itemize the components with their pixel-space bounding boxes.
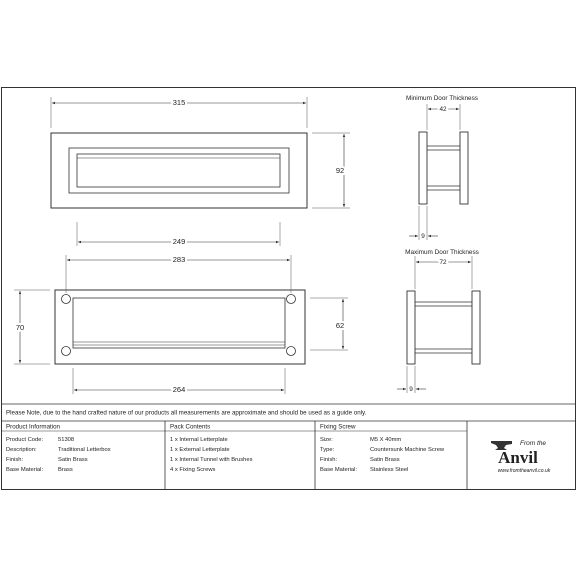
dim-283-label: 283 (172, 255, 186, 264)
side-view-maximum (407, 291, 480, 364)
fixing-screw-heading: Fixing Screw (320, 423, 356, 431)
fixing-screw-value: Satin Brass (370, 457, 400, 463)
from-the-anvil-logo (491, 440, 551, 474)
pack-contents-heading: Pack Contents (170, 423, 211, 431)
fixing-screw-label: Size: (320, 437, 333, 443)
dim-315-label: 315 (172, 98, 186, 107)
dim-inner-overall-height (14, 290, 50, 364)
dim-overall-width (51, 97, 307, 128)
dim-min-thickness (427, 104, 460, 130)
product-info-label: Description: (6, 447, 37, 453)
fixing-screw-label: Type: (320, 447, 335, 453)
pack-item: 4 x Fixing Screws (170, 467, 216, 473)
screw-hole (287, 295, 296, 304)
dim-62-label: 62 (335, 321, 345, 330)
fixing-screw-label: Finish: (320, 457, 338, 463)
logo-brand: Anvil (498, 448, 538, 467)
max-door-thickness-title: Maximum Door Thickness (405, 249, 479, 256)
dim-aperture-width-top (77, 222, 280, 246)
dim-9-label-min: 9 (421, 233, 425, 240)
dim-92-label: 92 (335, 166, 345, 175)
product-info-heading: Product Information (6, 423, 60, 431)
fixing-screw-value: Countersunk Machine Screw (370, 447, 445, 453)
dim-249-label: 249 (172, 237, 186, 246)
dim-min-plate-depth (409, 206, 438, 240)
logo-url: www.fromtheanvil.co.uk (497, 468, 551, 474)
dim-max-thickness (415, 256, 472, 289)
dim-264-label: 264 (172, 385, 186, 394)
disclaimer-note: Please Note, due to the hand crafted nature of our products all measurements are approximate and should be used as a guide only. (6, 409, 367, 417)
dim-42-label: 42 (439, 106, 447, 113)
dim-max-plate-depth (397, 366, 426, 393)
dim-overall-height (312, 133, 350, 208)
product-info-value: Brass (58, 467, 73, 473)
product-info-label: Base Material: (6, 467, 44, 473)
min-door-thickness-title: Minimum Door Thickness (406, 95, 478, 102)
product-info-label: Finish: (6, 457, 24, 463)
dim-inner-overall-width (66, 255, 291, 293)
dim-72-label: 72 (439, 259, 447, 266)
pack-item: 1 x External Letterplate (170, 447, 230, 453)
product-info-value: Traditional Letterbox (58, 447, 111, 453)
pack-item: 1 x Internal Tunnel with Brushes (170, 457, 253, 463)
product-info-label: Product Code: (6, 437, 44, 443)
product-info-value: Satin Brass (58, 457, 88, 463)
side-view-minimum (419, 132, 468, 204)
screw-hole (62, 295, 71, 304)
fixing-screw-value: Stainless Steel (370, 467, 409, 473)
screw-hole (287, 347, 296, 356)
screw-hole (62, 347, 71, 356)
dim-70-label: 70 (15, 323, 25, 332)
pack-item: 1 x Internal Letterplate (170, 437, 228, 443)
product-info-value: 51308 (58, 437, 75, 443)
front-plate-view (51, 133, 307, 208)
dim-aperture-width-bottom (73, 368, 285, 394)
fixing-screw-value: M5 X 40mm (370, 437, 402, 443)
fixing-screw-label: Base Material: (320, 467, 358, 473)
dim-inner-height (310, 298, 348, 350)
logo-from-the: From the (520, 440, 547, 447)
inner-plate-view (55, 290, 305, 364)
dim-9-label-max: 9 (409, 386, 413, 393)
